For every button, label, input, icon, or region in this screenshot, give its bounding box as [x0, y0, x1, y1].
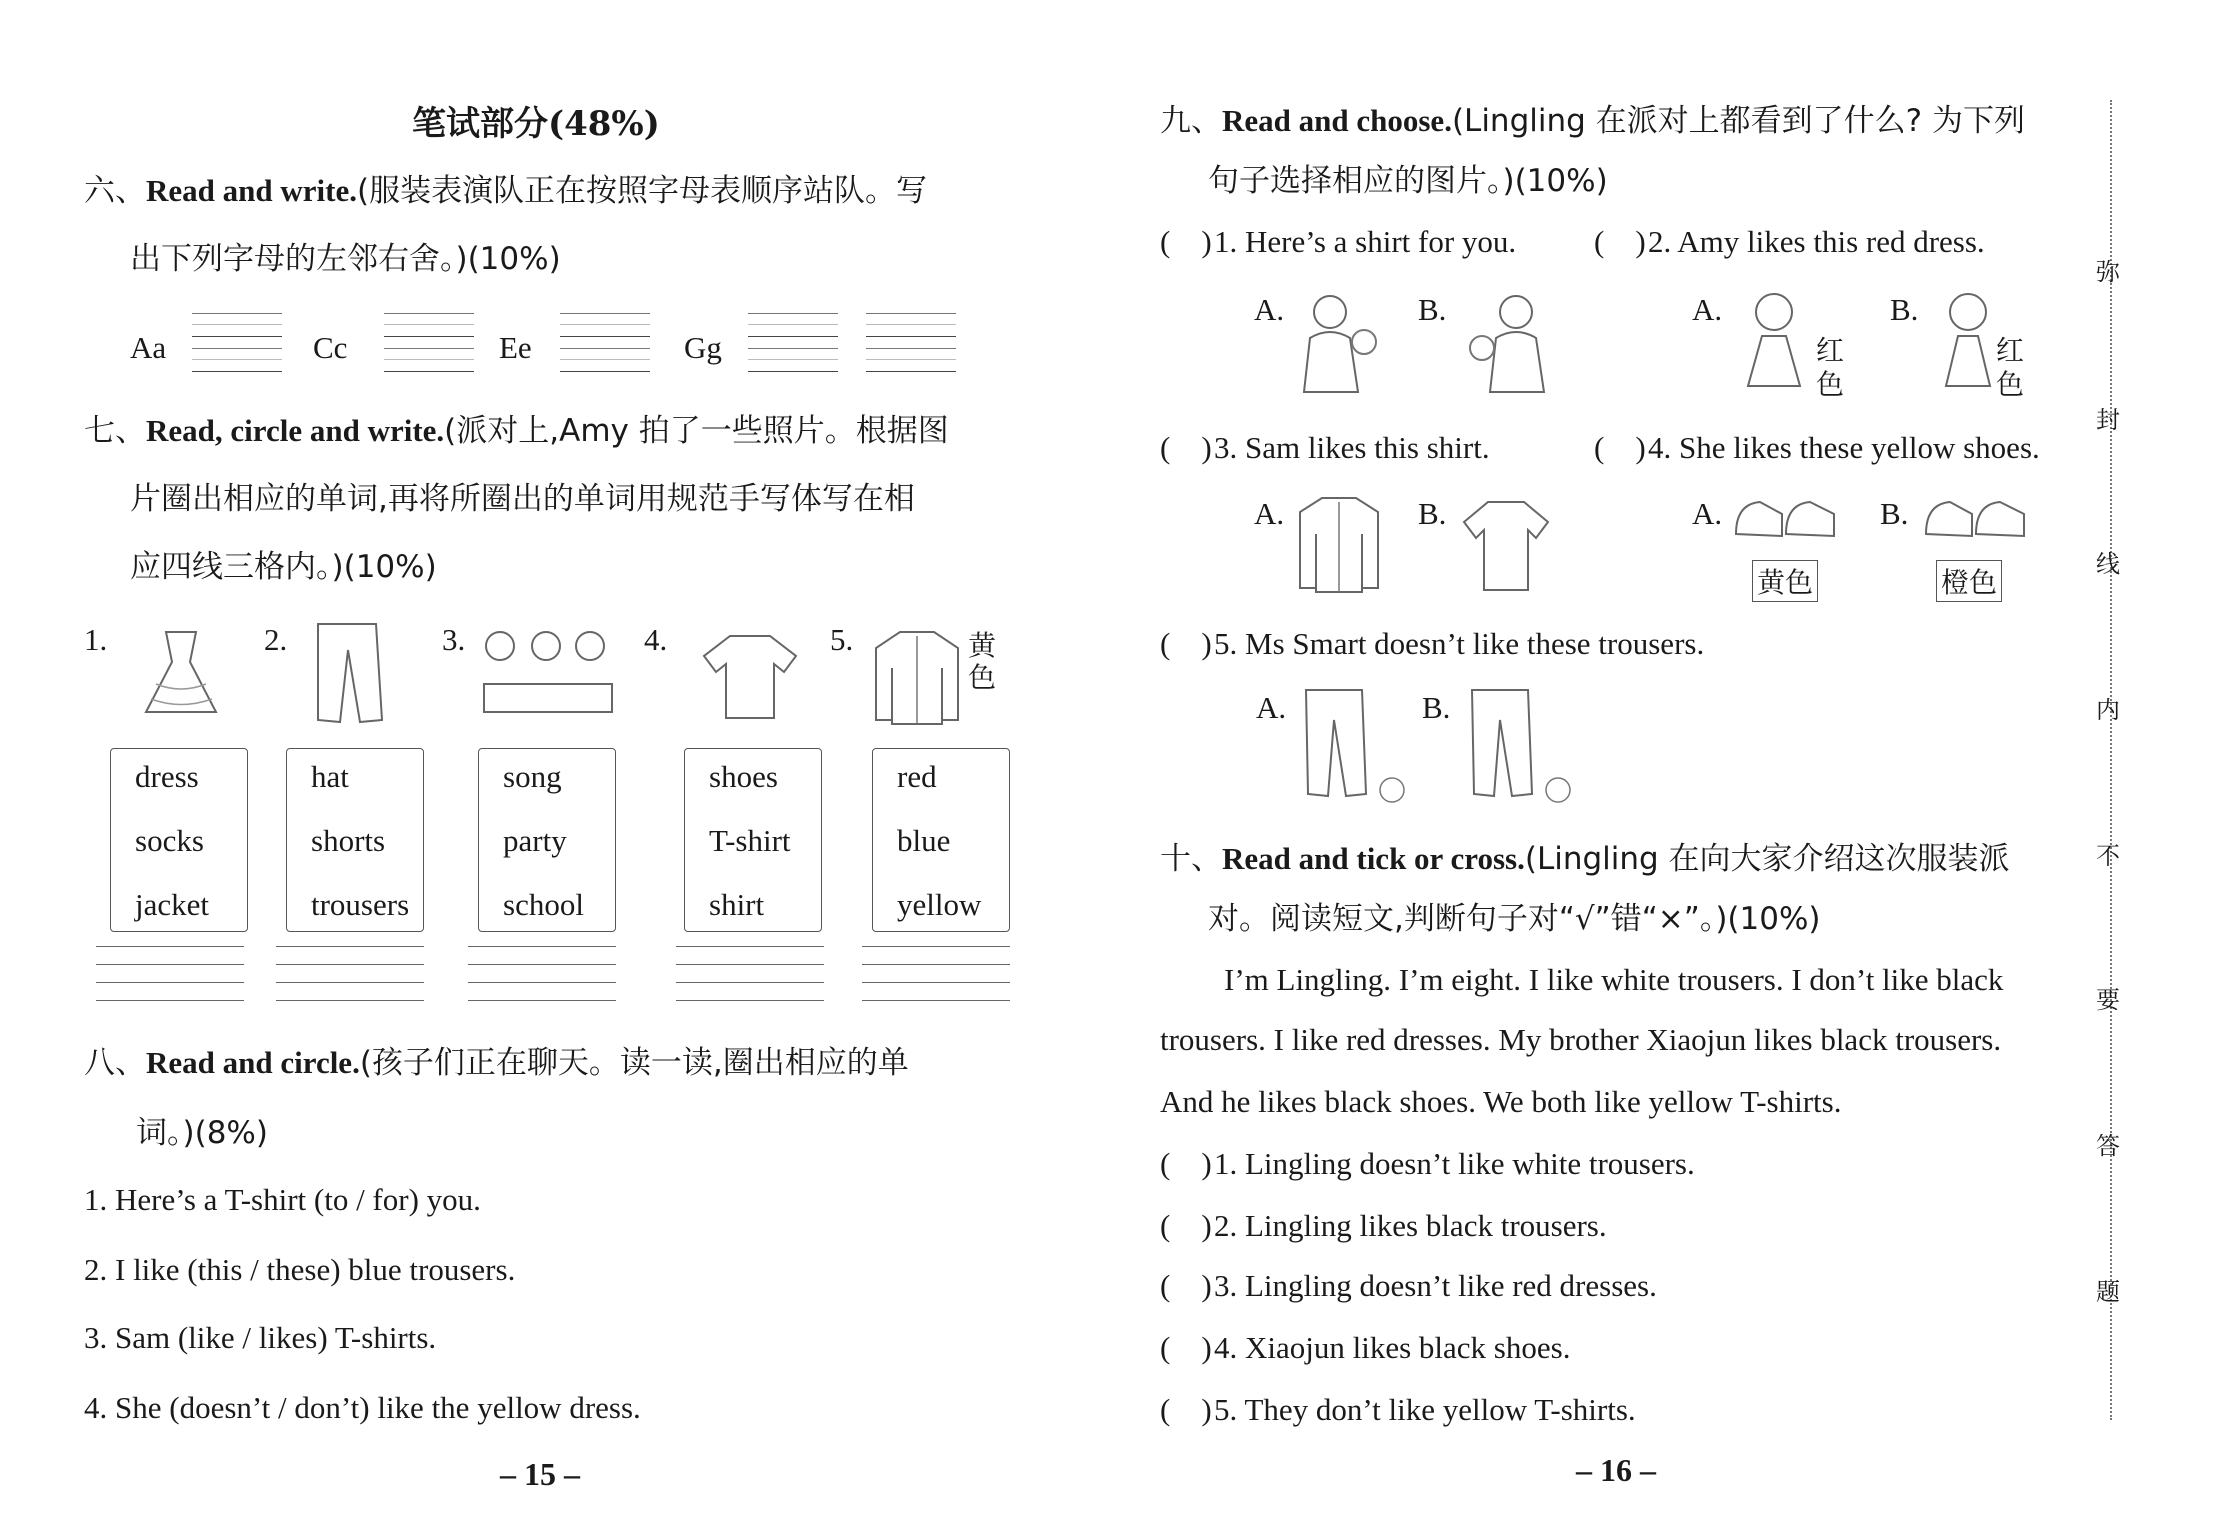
- section-10-number: 十、: [1160, 841, 1222, 877]
- word-box-5: [872, 748, 1010, 932]
- people-picture-b: [1460, 288, 1556, 398]
- answer-bracket[interactable]: ( ): [1160, 1392, 1212, 1427]
- option-a-label: A.: [1256, 690, 1287, 725]
- circle-item-3[interactable]: 3. Sam (like / likes) T-shirts.: [84, 1320, 437, 1355]
- choose-question-2: 2. Amy likes this red dress.: [1648, 224, 1985, 259]
- section-7-heading: [84, 408, 949, 454]
- answer-bracket[interactable]: ( ): [1594, 430, 1646, 465]
- word-option[interactable]: party: [503, 823, 567, 858]
- section-6-instruction-cont: 出下列字母的左邻右舍。)(10%): [130, 241, 561, 277]
- binding-char: 弥: [2096, 258, 2120, 286]
- section-9-number: 九、: [1160, 103, 1222, 139]
- page-number-right: – 16 –: [1576, 1452, 1656, 1488]
- answer-bracket[interactable]: ( ): [1160, 1146, 1212, 1181]
- section-7-instruction-cont2: 应四线三格内。)(10%): [130, 549, 437, 585]
- word-option[interactable]: song: [503, 759, 562, 794]
- option-a-label: A.: [1254, 496, 1285, 531]
- yellow-color-label: 黄色: [1752, 560, 1818, 602]
- section-8-instruction-cont: 词。)(8%): [136, 1115, 268, 1151]
- circle-item-2[interactable]: 2. I like (this / these) blue trousers.: [84, 1252, 516, 1287]
- letter-gg: Gg: [684, 330, 722, 365]
- reading-passage-line-2: trousers. I like red dresses. My brother Xiaojun likes black trousers.: [1160, 1022, 2002, 1057]
- section-9-heading: [1160, 98, 2025, 144]
- option-a-label: A.: [1692, 496, 1723, 531]
- word-option[interactable]: trousers: [311, 887, 410, 922]
- section-9-title: Read and choose.: [1222, 103, 1452, 138]
- word-box-3: [478, 748, 616, 932]
- binding-char: 内: [2096, 696, 2120, 724]
- option-b-label: B.: [1418, 292, 1447, 327]
- picture-number-5: 5.: [830, 622, 854, 657]
- word-option[interactable]: shoes: [709, 759, 778, 794]
- circle-item-1[interactable]: 1. Here’s a T-shirt (to / for) you.: [84, 1182, 481, 1217]
- section-10-title: Read and tick or cross.: [1222, 841, 1525, 876]
- trousers-picture: [306, 620, 396, 730]
- answer-bracket[interactable]: ( ): [1160, 1268, 1212, 1303]
- letter-blank-4b[interactable]: [748, 348, 838, 372]
- letter-blank-5b[interactable]: [866, 348, 956, 372]
- section-7-number: 七、: [84, 413, 146, 449]
- writing-lines-4[interactable]: [676, 946, 824, 1006]
- letter-blank-1b[interactable]: [192, 348, 282, 372]
- long-shirt-picture: [1296, 494, 1382, 594]
- shirt-color-note: 黄色: [968, 629, 997, 694]
- word-option[interactable]: jacket: [135, 887, 210, 922]
- section-9-instruction-cont: 句子选择相应的图片。)(10%): [1208, 163, 1608, 199]
- letter-blank-1[interactable]: [192, 313, 282, 337]
- answer-bracket[interactable]: ( ): [1594, 224, 1646, 259]
- dress-picture: [126, 624, 236, 724]
- picture-number-4: 4.: [644, 622, 668, 657]
- option-b-label: B.: [1418, 496, 1447, 531]
- binding-dotted-line: [2110, 100, 2112, 1420]
- judge-item-4: 4. Xiaojun likes black shoes.: [1214, 1330, 1571, 1365]
- tshirt-picture-b: [1460, 498, 1552, 594]
- word-option[interactable]: shorts: [311, 823, 386, 858]
- picture-number-2: 2.: [264, 622, 288, 657]
- answer-bracket[interactable]: ( ): [1160, 1208, 1212, 1243]
- binding-char: 要: [2096, 986, 2120, 1014]
- writing-lines-2[interactable]: [276, 946, 424, 1006]
- red-color-label-a: 红色: [1816, 334, 1845, 401]
- girl-dress-picture-a: [1734, 286, 1814, 398]
- tshirt-picture: [700, 630, 800, 725]
- section-10-heading: [1160, 836, 2010, 882]
- reading-passage-line-1: I’m Lingling. I’m eight. I like white trousers. I don’t like black: [1224, 962, 2004, 997]
- word-box-2: [286, 748, 424, 932]
- option-b-label: B.: [1880, 496, 1909, 531]
- letter-ee: Ee: [499, 330, 532, 365]
- orange-color-label: 橙色: [1936, 560, 2002, 602]
- answer-bracket[interactable]: ( ): [1160, 224, 1212, 259]
- judge-item-2: 2. Lingling likes black trousers.: [1214, 1208, 1607, 1243]
- section-8-number: 八、: [84, 1045, 146, 1081]
- page-number-left: – 15 –: [500, 1456, 580, 1492]
- choose-question-5: 5. Ms Smart doesn’t like these trousers.: [1214, 626, 1705, 661]
- writing-lines-5[interactable]: [862, 946, 1010, 1006]
- section-10-instruction: (Lingling 在向大家介绍这次服装派: [1524, 841, 2010, 877]
- choose-question-1: 1. Here’s a shirt for you.: [1214, 224, 1517, 259]
- red-color-label-b: 红色: [1996, 334, 2025, 401]
- word-option[interactable]: dress: [135, 759, 199, 794]
- people-picture-a: [1290, 288, 1386, 398]
- letter-blank-4[interactable]: [748, 313, 838, 337]
- section-7-title: Read, circle and write.: [146, 413, 445, 448]
- word-option[interactable]: T-shirt: [709, 823, 791, 858]
- party-picture: [478, 624, 618, 724]
- binding-char: 答: [2096, 1132, 2120, 1160]
- word-box-1: [110, 748, 248, 932]
- section-7-instruction-cont: 片圈出相应的单词,再将所圈出的单词用规范手写体写在相: [130, 481, 915, 517]
- word-option[interactable]: blue: [897, 823, 951, 858]
- section-6-number: 六、: [84, 173, 146, 209]
- trousers-happy-picture-b: [1466, 686, 1576, 804]
- binding-char: 不: [2096, 842, 2120, 870]
- binding-char: 封: [2096, 406, 2120, 434]
- word-option[interactable]: hat: [311, 759, 349, 794]
- judge-item-5: 5. They don’t like yellow T-shirts.: [1214, 1392, 1636, 1427]
- shoes-picture-a: [1730, 490, 1842, 546]
- letter-blank-2[interactable]: [384, 313, 474, 337]
- letter-aa: Aa: [130, 330, 167, 365]
- section-6-instruction: (服装表演队正在按照字母表顺序站队。写: [356, 173, 928, 209]
- option-b-label: B.: [1422, 690, 1451, 725]
- answer-bracket[interactable]: ( ): [1160, 430, 1212, 465]
- picture-number-3: 3.: [442, 622, 466, 657]
- writing-lines-3[interactable]: [468, 946, 616, 1006]
- letter-blank-2b[interactable]: [384, 348, 474, 372]
- binding-char: 线: [2096, 550, 2120, 578]
- choose-question-4: 4. She likes these yellow shoes.: [1648, 430, 2040, 465]
- section-8-heading: [84, 1040, 909, 1086]
- letter-blank-3b[interactable]: [560, 348, 650, 372]
- circle-item-4[interactable]: 4. She (doesn’t / don’t) like the yellow dress.: [84, 1390, 641, 1425]
- judge-item-3: 3. Lingling doesn’t like red dresses.: [1214, 1268, 1657, 1303]
- word-option[interactable]: school: [503, 887, 584, 922]
- section-6-heading: [84, 168, 927, 214]
- word-box-4: [684, 748, 822, 932]
- section-8-instruction: (孩子们正在聊天。读一读,圈出相应的单: [359, 1045, 909, 1081]
- option-b-label: B.: [1890, 292, 1919, 327]
- reading-passage-line-3: And he likes black shoes. We both like yellow T-shirts.: [1160, 1084, 1842, 1119]
- picture-number-1: 1.: [84, 622, 108, 657]
- section-9-instruction: (Lingling 在派对上都看到了什么? 为下列: [1451, 103, 2025, 139]
- word-option[interactable]: red: [897, 759, 937, 794]
- shirt-picture: [872, 628, 962, 728]
- answer-bracket[interactable]: ( ): [1160, 626, 1212, 661]
- letter-blank-3[interactable]: [560, 313, 650, 337]
- section-8-title: Read and circle.: [146, 1045, 360, 1080]
- trousers-sad-picture-a: [1300, 686, 1410, 804]
- section-10-instruction-cont: 对。阅读短文,判断句子对“√”错“×”。)(10%): [1208, 901, 1821, 937]
- word-option[interactable]: shirt: [709, 887, 765, 922]
- section-6-title: Read and write.: [146, 173, 357, 208]
- answer-bracket[interactable]: ( ): [1160, 1330, 1212, 1365]
- shoes-picture-b: [1920, 490, 2032, 546]
- letter-cc: Cc: [313, 330, 348, 365]
- word-option[interactable]: socks: [135, 823, 204, 858]
- option-a-label: A.: [1692, 292, 1723, 327]
- page-title: 笔试部分(48%): [412, 104, 660, 144]
- option-a-label: A.: [1254, 292, 1285, 327]
- writing-lines-1[interactable]: [96, 946, 244, 1006]
- section-7-instruction: (派对上,Amy 拍了一些照片。根据图: [444, 413, 949, 449]
- binding-char: 题: [2096, 1278, 2120, 1306]
- judge-item-1: 1. Lingling doesn’t like white trousers.: [1214, 1146, 1695, 1181]
- word-option[interactable]: yellow: [897, 887, 982, 922]
- letter-blank-5[interactable]: [866, 313, 956, 337]
- choose-question-3: 3. Sam likes this shirt.: [1214, 430, 1490, 465]
